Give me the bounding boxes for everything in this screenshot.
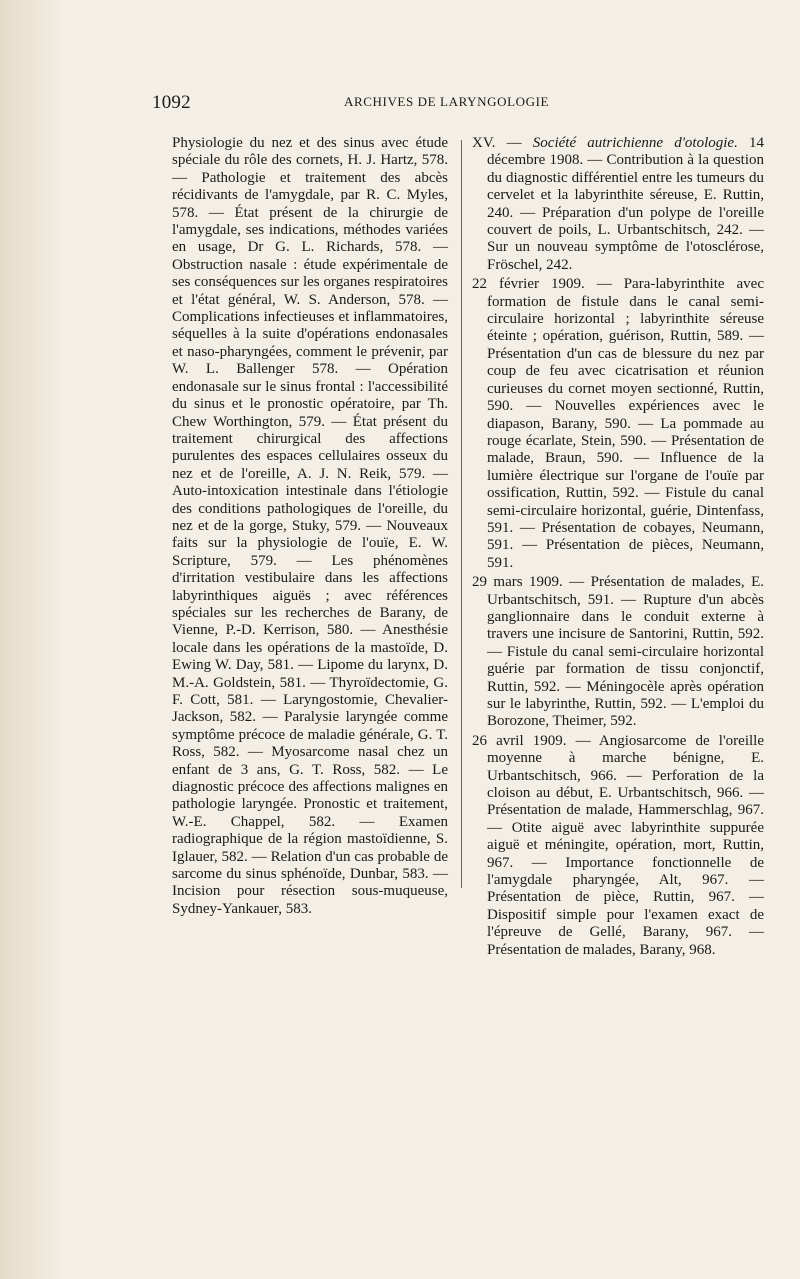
page-margin-shadow <box>0 0 64 1279</box>
session-entry: 26 avril 1909. — Angiosarcome de l'oreille moyenne à marche bénigne, E. Urbantschitsch, 966. — Perforation de la cloison au début, E. Urbantschitsch, 966. — Présentation de malade, Hammerschlag, 967. — Otite aiguë avec labyrinthite suppurée aiguë et méningite, opération, mort, Ruttin, 967. — Importance fonctionnelle de l'amygdale pharyngée, Alt, 967. — Présentation de pièce, Ruttin, 967. — Dispositif simple pour l'examen exact de l'épreuve de Gellé, Barany, 967. — Présentation de malades, Barany, 968. <box>472 732 764 958</box>
page-header <box>152 92 592 114</box>
right-column <box>472 135 764 959</box>
page-number: 1092 <box>152 92 191 113</box>
session-entry: 22 février 1909. — Para-labyrinthite avec formation de fistule dans le canal semi-circulaire horizontal ; labyrinthite séreuse éteinte ; opération, guérison, Ruttin, 589. — Présentation d'un cas de blessure du nez par coup de feu avec cicatrisation et réunion curieuses du cornet moyen sectionné, Ruttin, 590. — Nouvelles expériences avec le diapason, Barany, 590. — La pommade au rouge écarlate, Stein, 590. — Présentation de malade, Braun, 590. — Influence de la lumière électrique sur l'organe de l'ouïe par ossification, Ruttin, 592. — Fistule du canal semi-circulaire horizontal, guérie, Dintenfass, 591. — Présentation de cobayes, Neumann, 591. — Présentation de pièces, Neumann, 591. <box>472 276 764 571</box>
section-text: 14 décembre 1908. — Contribution à la question du diagnostic différentiel entre les tumeurs du cervelet et la labyrinthite séreuse, E. Ruttin, 240. — Préparation d'un polype de l'oreille couvert de poils, L. Urbantschitsch, 242. — Sur un nouveau symptôme de l'otosclérose, Fröschel, 242. <box>487 135 764 273</box>
column-divider <box>461 140 462 888</box>
session-entry: 29 mars 1909. — Présentation de malades, E. Urbantschitsch, 591. — Rupture d'un abcès ganglionnaire dans le conduit externe à travers une incisure de Santorini, Ruttin, 592. — Fistule du canal semi-circulaire horizontal guérie par formation de tissu conjonctif, Ruttin, 592. — Méningocèle après opération sur le labyrinthe, Ruttin, 592. — L'emploi du Borozone, Theimer, 592. <box>472 574 764 730</box>
running-title: ARCHIVES DE LARYNGOLOGIE <box>344 94 550 109</box>
society-section <box>472 135 764 274</box>
section-number: XV. — <box>472 135 522 151</box>
left-column <box>172 135 448 918</box>
left-column-text: Physiologie du nez et des sinus avec étude spéciale du rôle des cornets, H. J. Hartz, 578. — Pathologie et traitement des abcès récidivants de l'amygdale, par R. C. Myles, 578. — État présent de la chirurgie de l'amygdale, ses indications, méthodes variées en usage, Dr G. L. Richards, 578. — Obstruction nasale : étude expérimentale de ses conséquences sur les organes respiratoires et l'état général, W. S. Anderson, 578. — Complications infectieuses et inflammatoires, séquelles à la suite d'opérations endonasales et naso-pharyngées, comment le prévenir, par W. L. Ballenger 578. — Opération endonasale sur le sinus frontal : l'accessibilité du sinus et le pronostic opératoire, par Th. Chew Worthington, 579. — État présent du traitement chirurgical des affections purulentes des espaces cellulaires osseux du nez et de l'oreille, A. J. N. Reik, 579. — Auto-intoxication intestinale dans l'étiologie des conditions pathologiques de l'oreille, du nez et de la gorge, Stuky, 579. — Nouveaux faits sur la physiologie de l'ouïe, E. W. Scripture, 579. — Les phénomènes d'irritation vestibulaire dans les affections labyrinthiques aiguës ; avec références spéciales sur les recherches de Barany, de Vienne, P.-D. Kerrison, 580. — Anesthésie locale dans les opérations de la mastoïde, D. Ewing W. Day, 581. — Lipome du larynx, D. M.-A. Goldstein, 581. — Thyroïdectomie, G. F. Cott, 581. — Laryngostomie, Chevalier-Jackson, 582. — Paralysie laryngée comme symptôme précoce de maladie générale, G. T. Ross, 582. — Myosarcome nasal chez un enfant de 3 ans, G. T. Ross, 582. — Le diagnostic précoce des affections malignes en pathologie laryngée. Pronostic et traitement, W.-E. Chappel, 582. — Examen radiographique de la région mastoïdienne, S. Iglauer, 582. — Relation d'un cas probable de sarcome du sinus sphénoïde, Dunbar, 583. — Incision pour résection sous-muqueuse, Sydney-Yankauer, 583. <box>172 135 448 917</box>
society-name: Société autrichienne d'otologie. <box>532 135 738 151</box>
